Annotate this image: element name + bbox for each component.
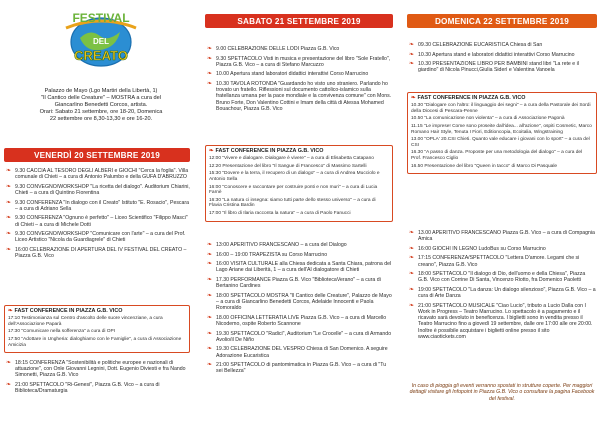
leaf-bullet-icon: ❧: [207, 71, 213, 78]
event-item: [407, 230, 597, 242]
event-text: 13:00 APERITIVO FRANCESCANO – a cura del Dialogo: [216, 242, 347, 248]
leaf-bullet-icon: ❧: [207, 330, 213, 337]
logo-word-festival: FESTIVAL: [72, 11, 130, 25]
leaf-bullet-icon: ❧: [6, 360, 12, 366]
event-text: 16:00 – 19:00 TRAPEZISTA su Corso Marrucino: [216, 251, 328, 258]
event-item: [407, 61, 597, 73]
column-friday: [4, 4, 190, 420]
leaf-bullet-icon: ❧: [207, 292, 213, 299]
leaf-bullet-icon: ❧: [6, 382, 12, 388]
event-text: 9.30 CONFERENZA "In dialogo con il Creato" Istituto "E. Rosacio", Pescara – a cura di Adriano Sella: [15, 199, 190, 212]
event-item: [407, 255, 597, 267]
leaf-bullet-icon: ❧: [6, 215, 12, 222]
conference-item: 10.30 "Dialogare con l'altro: il linguaggio dei segni" – a cura della Pastorale dei Sordi della Diocesi di Pescara-Penne: [411, 103, 591, 114]
logo-word-creato: CREATO: [74, 48, 128, 63]
leaf-bullet-icon: ❧: [207, 80, 213, 87]
leaf-bullet-icon: ❧: [207, 55, 213, 62]
leaf-bullet-icon: ❧: [409, 271, 415, 278]
event-item: [205, 315, 393, 327]
event-text: 17:15 CONFERENZA/SPETTACOLO "Lettera D'amore. Legami che si creano", Piazza G.B. Vico: [418, 255, 580, 268]
event-item: [205, 252, 393, 258]
leaf-bullet-icon: ❧: [209, 148, 214, 154]
event-text: 21:00 SPETTACOLO di pantomimatica in Piazza G.B. Vico – a cura di "Tu sei Bellezza": [216, 362, 387, 375]
event-text: 10.00 Apertura stand laboratori didattici interattivi Corso Marrucino: [216, 71, 369, 78]
conference-item: 12:00 "Vivere e dialogare. Dialogare è vivere" – a cura di Elisabetta Catapano: [209, 156, 374, 162]
event-item: [407, 42, 597, 48]
leaf-bullet-icon: ❧: [6, 246, 12, 253]
event-text: 19.30 CELEBRAZIONE DEL VESPRO Chiesa di San Domenico. A seguire Adorazione Eucaristica: [216, 346, 388, 359]
event-text: 21:00 SPETTACOLO "Ri-Genesi", Piazza G.B. Vico – a cura di Biblioteca/Dramaturgia: [15, 382, 160, 395]
conference-item: 10.50 "La comunicazione non violenta" – a cura di Associazione Pagonà: [411, 116, 565, 122]
intro-line: Palazzo de Mayo (Lgo Martiri della Libertà, 1): [44, 88, 158, 94]
event-text: 9.30 CONFERENZA "Ognuno è perfetto" – Liceo Scientifico "Filippo Masci" di Chieti – a cura di Michele Dotti: [15, 215, 188, 228]
leaf-bullet-icon: ❧: [6, 168, 12, 174]
column-sunday: [407, 4, 597, 420]
leaf-bullet-icon: ❧: [409, 286, 415, 293]
friday-events: [4, 168, 190, 263]
leaf-bullet-icon: ❧: [207, 242, 213, 248]
intro-line: Orari: Sabato 21 settembre, ore 18-20, Domenica: [39, 109, 163, 115]
saturday-events: [205, 46, 393, 115]
event-item: [205, 277, 393, 289]
friday-evening-events: [4, 360, 190, 398]
event-item: [205, 46, 393, 52]
event-item: [205, 331, 393, 343]
event-item: [4, 247, 190, 259]
leaf-bullet-icon: ❧: [207, 251, 213, 258]
leaf-bullet-icon: ❧: [207, 261, 213, 268]
leaf-bullet-icon: ❧: [409, 255, 415, 262]
sunday-afternoon-events: [407, 230, 597, 343]
conference-item: 12:20 Presentazione del libro "Il Sangue di Francesco" di Massimo Sartelli: [209, 163, 367, 169]
event-item: [205, 261, 393, 273]
leaf-bullet-icon: ❧: [207, 346, 213, 353]
friday-header: VENERDÌ 20 SETTEMBRE 2019: [4, 148, 190, 162]
conference-item: 11.15 "Le imprese! Come sono proseite dall'idea... all'azione", ospiti Cosmetic, Marco Romano Hair Style, Tenuta I Fiori, Editioncopia, Ecoitalia, Wingstraining: [411, 123, 592, 135]
event-item: [407, 287, 597, 299]
column-saturday: [205, 4, 393, 420]
saturday-afternoon-events: [205, 242, 393, 378]
event-item: [407, 52, 597, 58]
sunday-header: DOMENICA 22 SETTEMBRE 2019: [407, 14, 597, 28]
event-text: 16:00 VISITA CULTURALE alla Chiesa dedicata a Santa Chiara, patrona del Lago Ariane dai Liberità, 1 – a cura dell'AI dialogatore di Chieti: [216, 261, 392, 274]
conference-item: 17:10 Testimonianza sul Centro d'ascolto delle suore vincenziane, a cura dell'Associazione Paparà: [8, 316, 163, 327]
intro-line: "Il Cantico delle Creature" – MOSTRA a cura del: [41, 95, 161, 101]
event-text: 10.30 Apertura stand e laboratori didattici interattivi Corso Marrucino: [418, 51, 575, 58]
event-text: 9.30 CACCIA AL TESORO DEGLI ALBERI e GIOCHI "Cerca la foglia". Villa comunale di Chieti – a cura di Antonio Palumbo e della GUFA D'ABRUZZO: [15, 168, 189, 181]
event-text: 18.00 OFFICINA LETTERATIA LIVE Piazza G.B. Vico – a cura di Marcello Nicodemo, ospite Roberto Scannone: [216, 314, 387, 327]
conference-item: 17:50 "Adottare in Ungheria: dialoghiamo con le Famiglie", a cura di Associazione Amicizia: [8, 336, 182, 348]
event-text: 16:00 GIOCHI IN LEGNO LudoBus su Corso Marrucino: [418, 245, 546, 252]
leaf-bullet-icon: ❧: [6, 183, 12, 190]
event-item: [205, 293, 393, 312]
rain-notice: In caso di pioggia gli eventi verranno spostati in strutture coperte. Per maggiori dettagli visitare gli Infopoint in Piazza G.B. Vico o consultare la pagina Facebook del festival.: [409, 383, 595, 402]
event-text: 10.30 TAVOLA ROTONDA "Guardando ho visto uno straniero. Parlando ho trovato un fratello. Riflessioni sul documento cattolico-islamico sulla fratellanza umana per la pace mondiale e la convivenza comune" con Mons. Bruno Forte, Don Valentino Cottini e Imam della città di Atessa Mohamed Bouachour, Piazza G.B. Vico: [216, 80, 392, 112]
event-text: 9.00 CELEBRAZIONE DELLE LODI Piazza G.B. Vico: [216, 46, 340, 52]
event-item: [4, 184, 190, 196]
event-item: [205, 346, 393, 358]
event-item: [205, 242, 393, 248]
fast-conference-box: [407, 92, 597, 174]
event-text: 18:15 CONFERENZA "Sostenibilità e politiche europee e nazionali di attuazione", con Onle Giovanni Legnini, Dott. Eugenio Diviesti e fra Nando Simonetti, Piazza G.B. Vico: [15, 360, 186, 379]
event-item: [205, 81, 393, 112]
event-item: [407, 271, 597, 283]
leaf-bullet-icon: ❧: [409, 61, 415, 68]
event-text: 9.30 CONVEGNO/WORKSHOP "Comunicare con l'arte" – a cura del Prof. Liceo Artistico "Nicola da Guardiagrele" di Chieti: [15, 231, 186, 244]
intro-line: 22 settembre ore 8,30-13,30 e ore 16-20.: [49, 116, 153, 122]
event-item: [4, 360, 190, 379]
event-item: [407, 303, 597, 340]
conference-item: 16.30 "A passo di danza. Proposte per una metodologia del dialogo" – a cura del Prof. Francesco Ciglio: [411, 150, 583, 161]
conference-item: 16:00 "Conoscere e raccontare per costruire ponti e non muri" – a cura di Lucia Farnè: [209, 184, 378, 196]
event-text: 10.30 PRESENTAZIONE LIBRO PER BAMBINI stand libri "La rete e il giardino" di Nicola Pinucci,Giulia Siderì e Valentina Vanoela: [418, 61, 579, 74]
logo-word-del: DEL: [93, 37, 109, 46]
fast-conference-box: [4, 305, 190, 353]
sunday-events: [407, 42, 597, 77]
fast-conference-title: [209, 148, 389, 154]
event-item: [205, 71, 393, 77]
leaf-bullet-icon: ❧: [207, 362, 213, 369]
leaf-bullet-icon: ❧: [409, 51, 415, 58]
event-text: 17.30 PERFORMANCE Piazza G.B. Vico "BibliotecaVerano" – a cura di Bertanino Cardines: [216, 276, 381, 290]
conference-item: 13.00 "OPLA' 20.CSI Chieti. Quanto vale educare i giovani con lo sport" – a cura del CSI: [411, 137, 590, 148]
event-text: 19:00 SPETTACOLO "La danza: Un dialogo silenzioso", Piazza G.B. Vico – a cura di Arte Danza: [418, 286, 596, 300]
event-item: [4, 168, 190, 180]
leaf-bullet-icon: ❧: [207, 46, 213, 52]
fast-conference-title: [8, 308, 186, 314]
fast-conference-title-text: FAST CONFERENCE IN PIAZZA G.B. VICO: [417, 95, 526, 101]
fast-conference-title: [411, 95, 593, 101]
leaf-bullet-icon: ❧: [207, 276, 213, 283]
event-text: 13.00 APERITIVO FRANCESCANO Piazza G.B. Vico – a cura di Compagnia Amica: [418, 230, 595, 243]
event-item: [4, 215, 190, 227]
event-item: [407, 246, 597, 252]
event-item: [205, 362, 393, 374]
leaf-bullet-icon: ❧: [8, 308, 13, 314]
fast-conference-title-text: FAST CONFERENCE IN PIAZZA G.B. VICO: [14, 308, 123, 314]
event-item: [4, 382, 190, 394]
leaf-bullet-icon: ❧: [409, 42, 415, 48]
exhibition-info: [12, 88, 190, 123]
leaf-bullet-icon: ❧: [409, 230, 415, 236]
event-text: 18:00 SPETTACOLO "Il dialogo di Dio, dell'uomo e della Chiesa", Piazza G.B. Vico con Corrine Di Santa, Vincenzo Riotto, fra Domenico Paoletti: [418, 271, 586, 284]
conference-item: 15:30 "Dovere e la terra, il recupero di un dialogo" – a cura di Andrea Mucciolo e Antonio Sella: [209, 171, 380, 182]
leaf-bullet-icon: ❧: [411, 95, 416, 101]
event-text: 9.30 SPETTACOLO Visti in musica e presentazione del libro "Sole Fratello", Piazza G.B. Vico – a cura di Stefano Marcuzzo: [216, 55, 391, 68]
event-text: 21:00 SPETTACOLO MUSICALE "Ciao Lucio", tributo a Lucio Dalla con I Work in Progress – Teatro Marrucino. Lo spettacolo è a pagamento e il ricavato sarà devoluto in beneficenza. I biglietti sono in vendita presso il Teatro Marrucino fino a giovedì 19 settembre, dalle ore 17:00 alle ore 20:00. Inoltre è possibile acquistare i biglietti online presso il sito www.ciaotickets.com: [418, 302, 593, 340]
leaf-bullet-icon: ❧: [6, 199, 12, 206]
event-text: 09.30 CELEBRAZIONE EUCARISTICA Chiesa di San: [418, 42, 543, 48]
fast-conference-title-text: FAST CONFERENCE IN PIAZZA G.B. VICO: [215, 148, 324, 154]
leaf-bullet-icon: ❧: [409, 245, 415, 252]
saturday-header: SABATO 21 SETTEMBRE 2019: [205, 14, 393, 28]
event-text: 9.30 CONVEGNO/WORKSHOP "La ricetta del dialogo". Auditorium Chiarini, Chieti – a cura di Quintino Fiorentina: [15, 183, 190, 196]
leaf-bullet-icon: ❧: [207, 314, 213, 321]
event-text: 19.30 SPETTACOLO "Radici", Auditorium "Le Crocelle" – a cura di Armando Avolio/il De Niño: [216, 330, 392, 343]
event-text: 18:00 SPETTACOLO MOSTRA "Il Cantico delle Creature", Palazzo de Mayo – a cura di Giancarlino Benedetti Corcos, Adelaide Innocenti e Paola Romoraldo: [216, 292, 392, 312]
leaf-bullet-icon: ❧: [6, 231, 12, 238]
fast-conference-box: [205, 145, 393, 222]
festival-logo: [58, 8, 144, 70]
conference-item: 17:00 "Il libro di Ilaria racconta la natura" – a cura di Paolo Fanucci: [209, 210, 351, 216]
leaf-bullet-icon: ❧: [409, 302, 415, 309]
conference-item: 17:30 "Comunicare nella sofferenza" a cura di OPI: [8, 329, 116, 335]
event-item: [4, 200, 190, 212]
event-item: [4, 231, 190, 243]
conference-item: 16.50 Presentazione del libro "Queen in tacco" di Marco Di Pasquale: [411, 163, 558, 169]
event-text: 16:00 CELEBRAZIONE DI APERTURA DEL IV FESTIVAL DEL CREATO – Piazza G.B. Vico: [15, 246, 187, 260]
conference-item: 16:30 "La natura ci insegna: siamo tutti parte dello stesso universo" – a cura di Flavia Cristina Bardin: [209, 197, 376, 209]
intro-line: Giancarlino Benedetti Corcos, artista.: [54, 102, 148, 108]
event-item: [205, 56, 393, 68]
